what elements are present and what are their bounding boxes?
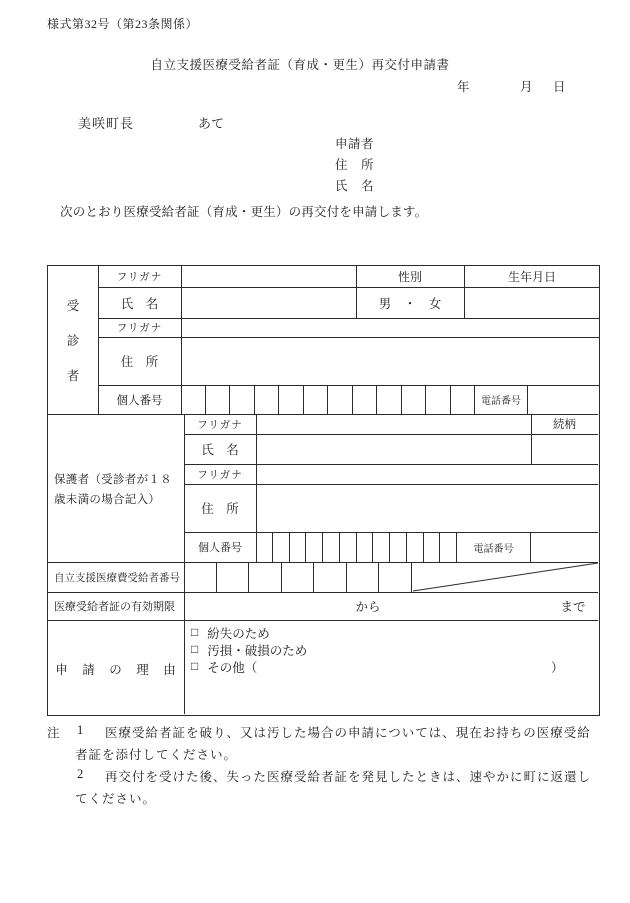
guardian-section-label [48,414,184,562]
patient-name-label: 氏 名 [120,296,159,311]
guardian-name-label: 氏 名 [201,443,239,457]
digit-box [340,532,357,562]
reason-option-other [191,658,307,675]
note1-line1: 医療受給者証を破り、又は汚した場合の申請については、現在お持ちの医療受給 [105,726,591,740]
guardian-address-label: 住 所 [201,502,239,516]
validity-to-label: まで [560,600,586,614]
patient-furigana-label: フリガナ [116,272,163,283]
note2-line1: 再交付を受けた後、失った医療受給者証を発見したときは、速やかに町に返還し [105,770,592,784]
digit-box [314,562,347,592]
validity-from-label: から [355,600,381,614]
digit-box [440,532,456,562]
digit-box [282,562,315,592]
page-title: 自立支援医療受給者証（育成・更生）再交付申請書 [150,58,450,72]
relation-header: 続柄 [553,419,576,431]
digit-box [451,385,475,414]
digit-box [424,532,441,562]
addressee-name: 美咲町長 [78,116,135,131]
guardian-furigana2-label: フリガナ [197,469,243,481]
note1-number: 1 [77,723,85,737]
note2-line2: てください。 [75,792,157,806]
note1-line2: 者証を添付してください。 [75,748,238,762]
date-month-label: 月 [520,80,533,94]
note2-number: 2 [77,767,85,781]
digit-box [306,532,323,562]
digit-box [373,532,390,562]
digit-box [273,532,290,562]
patient-phone-label: 電話番号 [474,385,528,414]
intro-sentence: 次のとおり医療受給者証（育成・更生）の再交付を申請します。 [60,205,428,219]
note-marker: 注 [47,726,61,740]
validity-label: 医療受給者証の有効期限 [54,601,175,613]
digit-box [279,385,304,414]
form-number: 様式第32号（第23条関係） [47,17,199,31]
sex-header: 性別 [397,270,422,284]
guardian-section-line2: 歳未満の場合記入） [54,494,161,506]
digit-box [255,385,280,414]
digit-box [181,385,206,414]
applicant-label: 申請者 [335,137,375,151]
digit-box [217,562,250,592]
digit-box [347,562,380,592]
reason-option-text: 汚損・破損のため [207,643,308,658]
digit-box [402,385,427,414]
patient-section-label [48,266,98,414]
digit-box [407,532,424,562]
guardian-phone-label: 電話番号 [456,532,531,562]
digit-box [256,532,273,562]
recipient-number-boxes [184,562,411,592]
reason-option-text: その他（ [207,660,258,675]
checkbox-icon: □ [191,625,199,639]
digit-box [304,385,329,414]
digit-box [390,532,407,562]
diagonal-line [412,562,599,592]
date-day-label: 日 [553,80,566,94]
reason-other-close-paren: ） [551,661,564,675]
digit-box [377,385,402,414]
patient-section-char: 診 [66,334,80,348]
application-table [47,265,600,716]
reason-option-lost [191,624,307,641]
digit-box [230,385,255,414]
date-year-label: 年 [457,80,470,94]
digit-box [290,532,307,562]
birthdate-header: 生年月日 [507,270,556,284]
digit-box [323,532,340,562]
digit-box [184,562,217,592]
reason-label: 申 請 の 理 由 [55,662,177,677]
guardian-personal-number-boxes [256,532,456,562]
digit-box [426,385,451,414]
patient-section-char: 者 [66,369,80,383]
digit-box [206,385,231,414]
diagonal-strikethrough-cell [411,562,598,592]
guardian-furigana-label: フリガナ [197,419,243,431]
checkbox-icon: □ [191,642,199,656]
patient-personal-number-label: 個人番号 [116,394,163,407]
addressee-suffix: あて [198,116,225,131]
reason-option-damaged [191,641,307,658]
patient-address-label: 住 所 [120,355,159,369]
digit-box [328,385,353,414]
digit-box [379,562,411,592]
digit-box [353,385,378,414]
guardian-personal-number-label: 個人番号 [198,542,242,554]
sex-options: 男 ・ 女 [378,296,442,311]
checkbox-icon: □ [191,659,199,673]
recipient-number-label: 自立支援医療費受給者番号 [54,572,180,584]
digit-box [357,532,374,562]
digit-box [249,562,282,592]
patient-section-char: 受 [66,299,80,313]
applicant-address-label: 住 所 [335,158,375,172]
guardian-section-line1: 保護者（受診者が１８ [54,474,172,486]
applicant-name-label: 氏 名 [335,179,375,193]
patient-personal-number-boxes [181,385,474,414]
reason-option-text: 紛失のため [207,626,270,641]
patient-furigana2-label: フリガナ [116,323,163,334]
reason-options [191,624,307,675]
